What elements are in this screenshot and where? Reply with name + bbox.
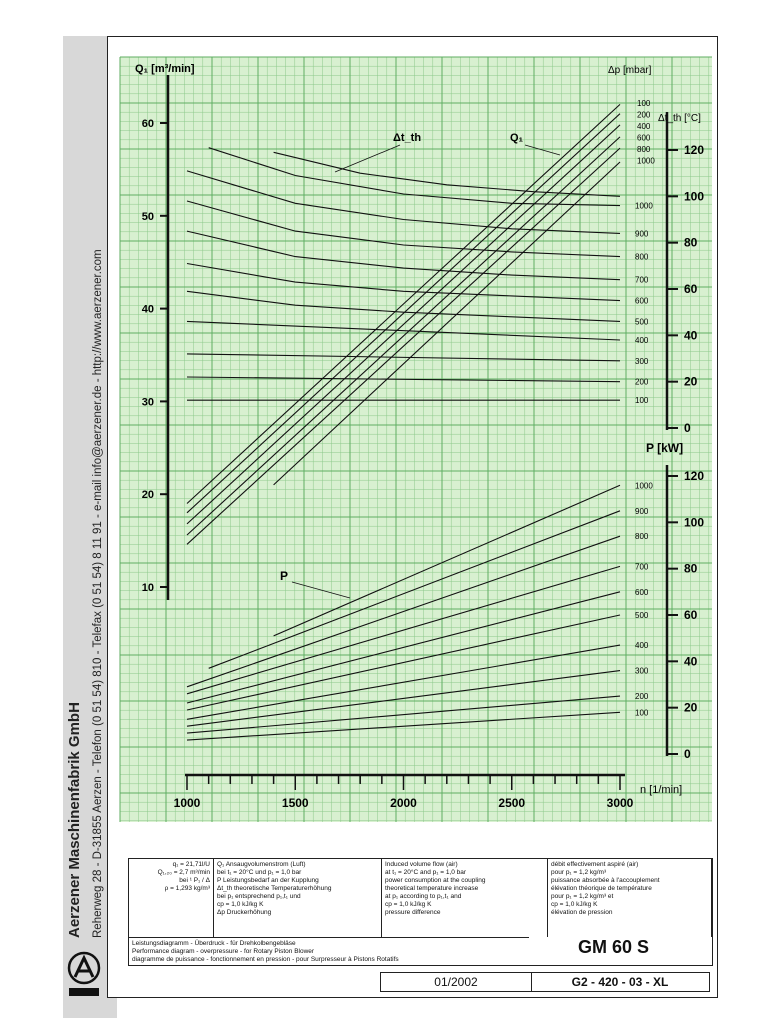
power-line-label: 900 <box>635 506 649 516</box>
power-line-label: 100 <box>635 708 649 718</box>
legend-line: at t₁ = 20°C and p₁ = 1,0 bar <box>385 869 467 876</box>
legend-line: cp = 1,0 kJ/kg K <box>385 901 432 908</box>
dp-axis-title: Δp [mbar] <box>608 65 652 76</box>
power-line-label: 1000 <box>635 481 653 491</box>
q-axis-tick-label: 40 <box>141 303 154 316</box>
document-code-box <box>380 972 710 992</box>
temp-curve-label: 1000 <box>635 201 653 211</box>
annotation-dt: Δt_th <box>393 132 422 144</box>
document-code: G2 - 420 - 03 - XL <box>571 975 669 989</box>
temp-axis-tick-label: 80 <box>684 235 698 250</box>
x-axis-tick-label: 2000 <box>390 796 417 810</box>
legend-line: q₁ = 21,71l/U <box>172 861 210 868</box>
q-axis-tick-label: 50 <box>141 210 154 223</box>
temp-curve-label: 900 <box>635 229 649 239</box>
temp-axis-tick-label: 20 <box>684 374 698 389</box>
legend-line: Q₁ Ansaugvolumenstrom (Luft) <box>217 861 306 868</box>
q-axis-title: Q₁ [m³/min] <box>135 63 195 75</box>
q-axis-tick-label: 20 <box>141 489 154 502</box>
power-axis-tick-label: 40 <box>684 654 698 669</box>
legend-line: bei t₁ = 20°C und p₁ = 1,0 bar <box>217 869 302 876</box>
legend-line: pour p₁ = 1,2 kg/m³ <box>551 869 607 876</box>
legend-line: élévation théorique de température <box>551 885 652 892</box>
legend-col-english <box>382 859 548 937</box>
flow-line-label: 200 <box>637 110 651 120</box>
power-line-label: 400 <box>635 641 649 651</box>
legend-line: Performance diagram - overpressure - for Rotary Piston Blower <box>132 948 315 955</box>
temp-axis-tick-label: 60 <box>684 282 698 296</box>
legend-col-constants <box>129 859 214 937</box>
power-axis-title: P [kW] <box>646 441 684 455</box>
legend-line: bei p₁ entsprechend p₁,t₁ und <box>217 893 301 900</box>
temp-axis-tick-label: 100 <box>684 189 705 204</box>
power-line-label: 500 <box>635 611 649 620</box>
legend-line: puissance absorbée à l'accouplement <box>551 877 660 884</box>
legend-line: Induced volume flow (air) <box>385 861 458 868</box>
legend-line: élévation de pression <box>551 909 613 916</box>
annotation-p: P <box>280 569 289 583</box>
power-axis-tick-label: 80 <box>684 561 698 576</box>
power-line-label: 200 <box>635 692 649 702</box>
annotation-q: Q₁ <box>510 132 524 144</box>
legend-line: diagramme de puissance - fonctionnement en pression - pour Surpresseur à Pistons Rotatifs <box>132 956 399 963</box>
legend-line: cp = 1,0 kJ/kg K <box>551 901 598 908</box>
plot-background <box>120 57 712 822</box>
temp-curve-label: 400 <box>635 335 649 345</box>
power-axis-tick-label: 60 <box>684 608 698 622</box>
flow-line-label: 400 <box>637 122 651 131</box>
legend-col-french <box>548 859 712 937</box>
temp-axis-tick-label: 0 <box>684 421 691 435</box>
flow-line-label: 600 <box>637 133 651 143</box>
legend-line: theoretical temperature increase <box>385 885 479 892</box>
power-axis-tick-label: 100 <box>684 515 705 530</box>
legend-line: P Leistungsbedarf an der Kupplung <box>217 877 319 884</box>
temp-curve-label: 600 <box>635 296 649 306</box>
power-line-label: 700 <box>635 562 649 572</box>
legend-line: bei ¹ P₁ / Δ <box>179 877 210 884</box>
company-name: Aerzener Maschinenfabrik GmbH <box>66 702 83 938</box>
x-axis-tick-label: 2500 <box>498 796 526 810</box>
power-axis-tick-label: 20 <box>684 700 698 715</box>
temp-curve-label: 200 <box>635 377 649 387</box>
x-axis-title: n [1/min] <box>640 784 683 796</box>
legend-line: ρ = 1,293 kg/m³ <box>164 885 210 892</box>
legend-line: pour p₁ = 1,2 kg/m³ et <box>551 893 614 900</box>
flow-line-label: 800 <box>637 145 651 154</box>
flow-line-label: 100 <box>637 99 651 108</box>
power-line-label: 300 <box>635 666 649 676</box>
legend-line: débit effectivement aspiré (air) <box>551 861 639 868</box>
temp-curve-label: 500 <box>635 317 649 327</box>
company-address: Reherweg 28 - D-31855 Aerzen - Telefon (0 51 54) 810 - Telefax (0 51 54) 8 11 91 - e-mail info@aerzener.de - http://www.aerzener.com <box>92 249 104 938</box>
q-axis-tick-label: 10 <box>141 582 154 594</box>
legend-col-german <box>214 859 382 937</box>
temp-curve-label: 300 <box>635 356 649 366</box>
temp-curve-label: 700 <box>635 275 649 285</box>
legend-line: cp = 1,0 kJ/kg K <box>217 901 264 908</box>
q-axis-tick-label: 30 <box>141 396 154 409</box>
power-line-label: 600 <box>635 587 649 597</box>
x-axis-tick-label: 3000 <box>606 796 634 810</box>
x-axis-tick-label: 1500 <box>281 796 309 810</box>
temp-axis-title: Δt_th [°C] <box>658 113 701 124</box>
legend-line: Q₁,₂₀ = 2,7 m³/min <box>157 869 210 876</box>
temp-axis-tick-label: 120 <box>684 143 705 157</box>
power-axis-tick-label: 0 <box>684 747 691 761</box>
temp-axis-tick-label: 40 <box>684 328 698 343</box>
document-date: 01/2002 <box>381 973 532 991</box>
legend-line: at p₁ according to p₁,t₁ and <box>385 893 462 900</box>
legend-line: Δp Druckerhöhung <box>217 909 272 916</box>
power-axis-tick-label: 120 <box>684 469 705 483</box>
diagram-caption <box>129 937 529 967</box>
temp-curve-label: 800 <box>635 252 649 262</box>
q-axis-tick-label: 60 <box>141 118 154 130</box>
flow-line-label: 1000 <box>637 156 655 166</box>
power-line-label: 800 <box>635 532 649 542</box>
legend-line: pressure difference <box>385 909 441 916</box>
legend-line: Leistungsdiagramm - Überdruck - für Drehkolbengebläse <box>132 940 296 947</box>
legend-line: power consumption at the coupling <box>385 877 486 884</box>
model-name: GM 60 S <box>578 937 650 957</box>
temp-curve-label: 100 <box>635 396 649 406</box>
x-axis-tick-label: 1000 <box>173 796 201 810</box>
legend-line: Δt_th theoretische Temperaturerhöhung <box>217 885 332 892</box>
